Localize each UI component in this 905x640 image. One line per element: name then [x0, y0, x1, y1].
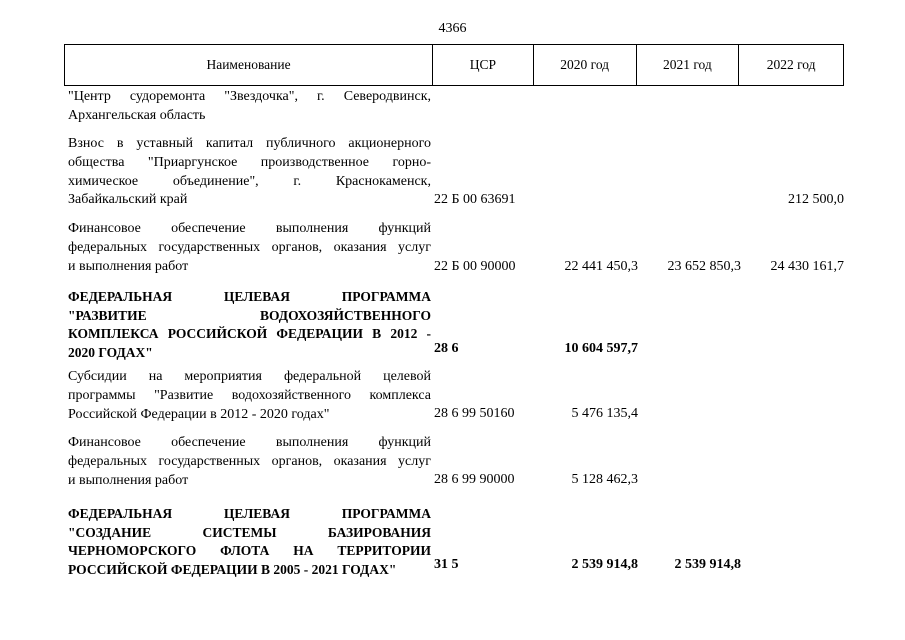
- row-name-line: и выполнения работ: [68, 258, 189, 274]
- row-name-line: "СОЗДАНИЕ СИСТЕМЫ БАЗИРОВАНИЯ: [68, 524, 431, 540]
- row-name: [68, 288, 431, 362]
- row-name-line: Взнос в уставный капитал публичного акционерного: [68, 136, 431, 151]
- row-name-line: общества "Приаргунское производственное горно-: [68, 154, 431, 170]
- row-csr: 28 6: [434, 341, 459, 356]
- row-value-2022: 24 430 161,7: [770, 259, 844, 274]
- row-name-line: Финансовое обеспечение выполнения функций: [68, 221, 431, 236]
- row-name-line: "РАЗВИТИЕ ВОДОХОЗЯЙСТВЕННОГО: [68, 307, 431, 323]
- column-header-csr: ЦСР: [433, 45, 534, 85]
- row-csr: 28 6 99 90000: [434, 472, 515, 487]
- row-name-line: ФЕДЕРАЛЬНАЯ ЦЕЛЕВАЯ ПРОГРАММА: [68, 506, 431, 521]
- row-value-2021: 23 652 850,3: [667, 259, 741, 274]
- column-header-2021: 2021 год: [637, 45, 740, 85]
- row-name: [68, 434, 431, 490]
- column-header-name: Наименование: [65, 45, 433, 85]
- column-header-2020: 2020 год: [534, 45, 637, 85]
- row-csr: 22 Б 00 63691: [434, 192, 516, 207]
- row-name-line: и выполнения работ: [68, 472, 189, 488]
- row-name-line: химическое объединение", г. Краснокаменск,: [68, 173, 431, 189]
- row-name-line: Субсидии на мероприятия федеральной целевой: [68, 369, 431, 384]
- row-value-2020: 5 476 135,4: [571, 406, 638, 421]
- row-name-line: федеральных государственных органов, оказания услуг: [68, 453, 431, 469]
- row-csr: 22 Б 00 90000: [434, 259, 516, 274]
- row-name-line: программы "Развитие водохозяйственного комплекса: [68, 387, 431, 403]
- row-name: [68, 135, 431, 210]
- row-name-line: Забайкальский край: [68, 192, 188, 208]
- row-name-line: Архангельская область: [68, 107, 206, 123]
- row-name-line: ЧЕРНОМОРСКОГО ФЛОТА НА ТЕРРИТОРИИ: [68, 543, 431, 558]
- row-value-2020: 22 441 450,3: [564, 259, 638, 274]
- row-name: [68, 88, 431, 126]
- row-name: [68, 368, 431, 424]
- row-value-2020: 5 128 462,3: [571, 472, 638, 487]
- row-name-line: федеральных государственных органов, оказания услуг: [68, 239, 431, 255]
- row-name-line: Финансовое обеспечение выполнения функций: [68, 435, 431, 450]
- row-value-2020: 10 604 597,7: [564, 341, 638, 356]
- row-name-line: КОМПЛЕКСА РОССИЙСКОЙ ФЕДЕРАЦИИ В 2012 -: [68, 326, 431, 341]
- row-name-line: "Центр судоремонта "Звездочка", г. Северодвинск,: [68, 89, 431, 104]
- row-name-line: 2020 ГОДАХ": [68, 344, 153, 360]
- row-value-2021: 2 539 914,8: [674, 557, 741, 572]
- row-name: [68, 505, 431, 579]
- column-header-2022: 2022 год: [766, 57, 816, 72]
- page-number: 4366: [438, 21, 467, 36]
- row-value-2020: 2 539 914,8: [571, 557, 638, 572]
- row-name-line: РОССИЙСКОЙ ФЕДЕРАЦИИ В 2005 - 2021 ГОДАХ": [68, 561, 397, 577]
- row-csr: 28 6 99 50160: [434, 406, 515, 421]
- row-csr: 31 5: [434, 557, 459, 572]
- row-value-2022: 212 500,0: [788, 192, 844, 207]
- row-name: [68, 220, 431, 276]
- row-name-line: Российской Федерации в 2012 - 2020 годах": [68, 406, 330, 422]
- table-header: [64, 44, 844, 86]
- row-name-line: ФЕДЕРАЛЬНАЯ ЦЕЛЕВАЯ ПРОГРАММА: [68, 289, 431, 304]
